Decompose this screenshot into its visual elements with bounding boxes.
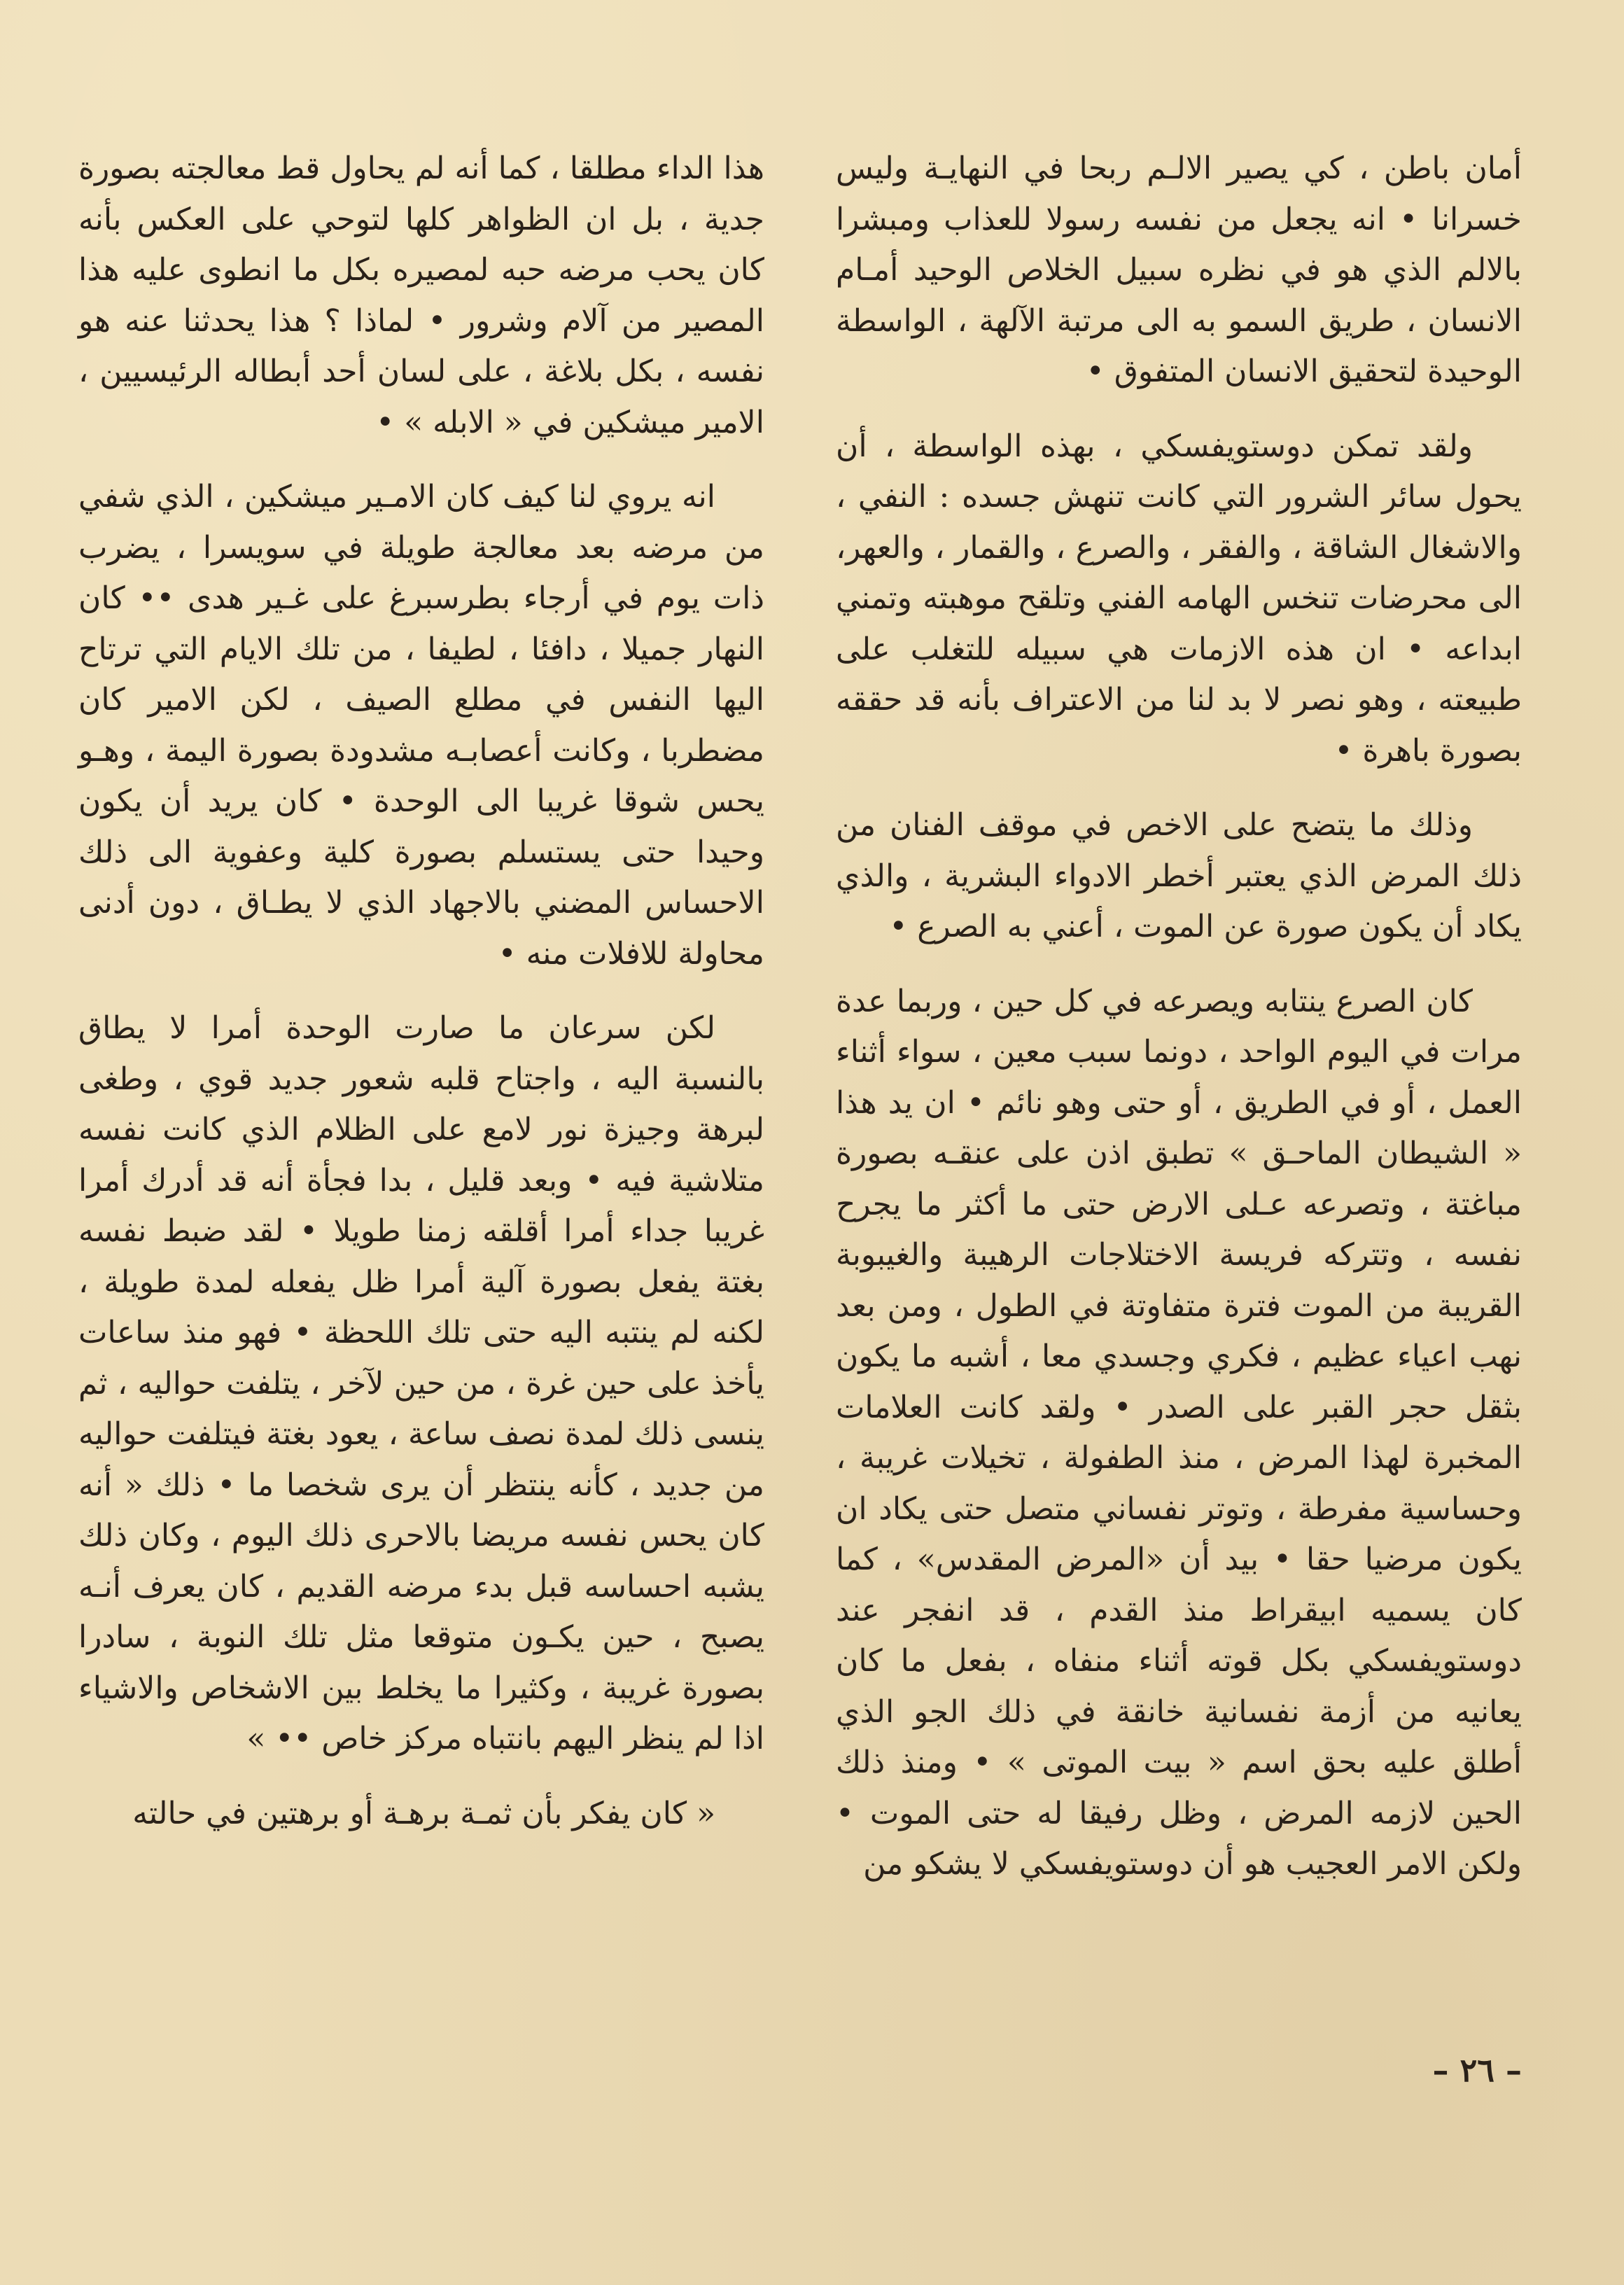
right-column: [836, 144, 1522, 1914]
left-column: [78, 144, 764, 1863]
paragraph: هذا الداء مطلقا ، كما أنه لم يحاول قط معالجته بصورة جدية ، بل ان الظواهر كلها لتوحي على العكس بأنه كان يحب مرضه حبه لمصيره بكل ما انطوى عليه هذا المصير من آلام وشرور • لماذا ؟ هذا يحدثنا عنه هو نفسه ، بكل بلاغة ، على لسان أحد أبطاله الرئيسيين ، الامير ميشكين في « الابله » •: [78, 151, 764, 440]
paragraph: كان الصرع ينتابه ويصرعه في كل حين ، وربما عدة مرات في اليوم الواحد ، دونما سبب معين ، سواء أثناء العمل ، أو في الطريق ، أو حتى وهو نائم • ان يد هذا « الشيطان الماحـق » تطبق اذن على عنقـه بصورة مباغتة ، وتصرعه عـلى الارض حتى ما أكثر ما يجرح نفسه ، وتتركه فريسة الاختلاجات الرهيبة والغيبوبة القريبة من الموت فترة متفاوتة في الطول ، ومن بعد نهب اعياء عظيم ، فكري وجسدي معا ، أشبه ما يكون بثقل حجر القبر على الصدر • ولقد كانت العلامات المخبرة لهذا المرض ، منذ الطفولة ، تخيلات غريبة ، وحساسية مفرطة ، وتوتر نفساني متصل حتى يكاد ان يكون مرضيا حقا • بيد أن «المرض المقدس» ، كما كان يسميه ابيقراط منذ القدم ، قد انفجر عند دوستويفسكي بكل قوته أثناء منفاه ، بفعل ما كان يعانيه من أزمة نفسانية خانقة في ذلك الجو الذي أطلق عليه بحق اسم « بيت الموتى » • ومنذ ذلك الحين لازمه المرض ، وظل رفيقا له حتى الموت • ولكن الامر العجيب هو أن دوستويفسكي لا يشكو من: [836, 983, 1522, 1882]
page-number: – ٢٦ –: [1432, 2051, 1522, 2089]
paragraph: انه يروي لنا كيف كان الامـير ميشكين ، الذي شفي من مرضه بعد معالجة طويلة في سويسرا ، يضرب ذات يوم في أرجاء بطرسبرغ على غـير هدى •• كان النهار جميلا ، دافئا ، لطيفا ، من تلك الايام التي ترتاح اليها النفس في مطلع الصيف ، لكن الامير كان مضطربا ، وكانت أعصابـه مشدودة بصورة اليمة ، وهـو يحس شوقا غريبا الى الوحدة • كان يريد أن يكون وحيدا حتى يستسلم بصورة كلية وعفوية الى ذلك الاحساس المضني بالاجهاد الذي لا يطـاق ، دون أدنى محاولة للافلات منه •: [78, 479, 764, 972]
paragraph: « كان يفكر بأن ثمـة برهـة أو برهتين في حالته: [132, 1795, 715, 1831]
paragraph: أمان باطن ، كي يصير الالـم ربحا في النهايـة وليس خسرانا • انه يجعل من نفسه رسولا للعذاب ومبشرا بالالم الذي هو في نظره سبيل الخلاص الوحيد أمـام الانسان ، طريق السمو به الى مرتبة الآلهة ، الواسطة الوحيدة لتحقيق الانسان المتفوق •: [836, 151, 1522, 389]
paragraph: لكن سرعان ما صارت الوحدة أمرا لا يطاق بالنسبة اليه ، واجتاح قلبه شعور جديد قوي ، وطغى لبرهة وجيزة نور لامع على الظلام الذي كانت نفسه متلاشية فيه • وبعد قليل ، بدا فجأة أنه قد أدرك أمرا غريبا جداء أمرا أقلقه زمنا طويلا • لقد ضبط نفسه بغتة يفعل بصورة آلية أمرا ظل يفعله لمدة طويلة ، لكنه لم ينتبه اليه حتى تلك اللحظة • فهو منذ ساعات يأخذ على حين غرة ، من حين لآخر ، يتلفت حواليه ، ثم ينسى ذلك لمدة نصف ساعة ، يعود بغتة فيتلفت حواليه من جديد ، كأنه ينتظر أن يرى شخصا ما • ذلك « أنه كان يحس نفسه مريضا بالاحرى ذلك اليوم ، وكان ذلك يشبه احساسه قبل بدء مرضه القديم ، كان يعرف أنـه يصبح ، حين يكـون متوقعا مثل تلك النوبة ، سادرا بصورة غريبة ، وكثيرا ما يخلط بين الاشخاص والاشياء اذا لم ينظر اليهم بانتباه مركز خاص •• »: [78, 1010, 764, 1756]
paragraph: وذلك ما يتضح على الاخص في موقف الفنان من ذلك المرض الذي يعتبر أخطر الادواء البشرية ، والذي يكاد أن يكون صورة عن الموت ، أعني به الصرع •: [836, 807, 1522, 944]
paragraph: ولقد تمكن دوستويفسكي ، بهذه الواسطة ، أن يحول سائر الشرور التي كانت تنهش جسده : النفي ، والاشغال الشاقة ، والفقر ، والصرع ، والقمار ، والعهر، الى محرضات تنخس الهامه الفني وتلقح موهبته وتمني ابداعه • ان هذه الازمات هي سبيله للتغلب على طبيعته ، وهو نصر لا بد لنا من الاعتراف بأنه قد حققه بصورة باهرة •: [836, 428, 1522, 769]
